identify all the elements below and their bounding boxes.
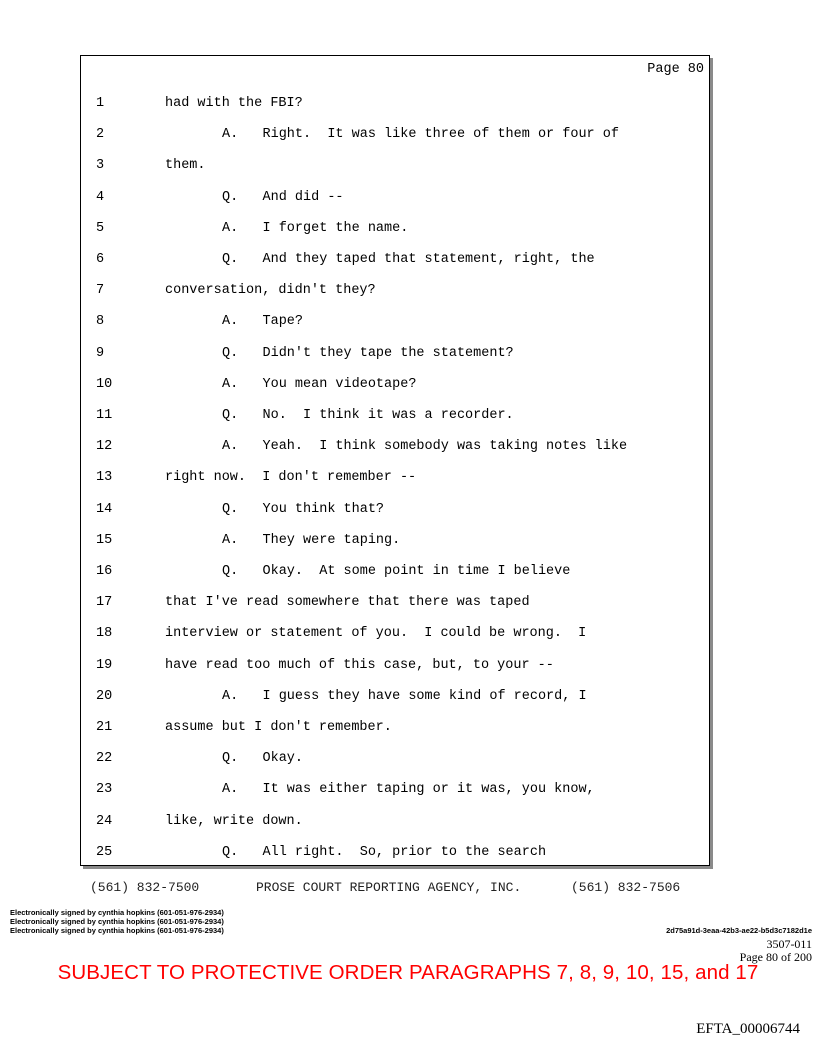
transcript-line <box>0 780 816 800</box>
line-text: A. Right. It was like three of them or four of <box>222 127 619 143</box>
line-text: Q. And did -- <box>222 189 344 205</box>
line-text: them. <box>165 158 206 174</box>
transcript-line <box>0 250 816 270</box>
line-number: 10 <box>96 376 113 392</box>
line-number: 4 <box>96 189 105 205</box>
transcript-line <box>0 593 816 613</box>
line-text: Q. And they taped that statement, right, the <box>222 252 595 267</box>
line-text: have read too much of this case, but, to your -- <box>165 657 554 673</box>
protective-order-notice: SUBJECT TO PROTECTIVE ORDER PARAGRAPHS 7, 8, 9, 10, 15, and 17 <box>57 961 759 984</box>
line-text: had with the FBI? <box>165 96 303 111</box>
transcript-line <box>0 687 816 707</box>
line-number: 25 <box>96 844 113 860</box>
line-number: 9 <box>96 345 105 361</box>
line-text: A. Yeah. I think somebody was taking notes like <box>222 439 628 455</box>
line-text: A. You mean videotape? <box>222 376 417 392</box>
transcript-line <box>0 437 816 457</box>
line-number: 5 <box>96 220 105 236</box>
line-number: 7 <box>96 283 105 299</box>
transcript-line <box>0 812 816 832</box>
transcript-line <box>0 375 816 395</box>
line-text: A. I forget the name. <box>222 220 409 236</box>
line-text: Q. You think that? <box>222 501 385 517</box>
transcript-line <box>0 94 816 114</box>
line-number: 8 <box>96 314 105 330</box>
line-text: A. Tape? <box>222 314 304 330</box>
transcript-line <box>0 406 816 426</box>
line-text: A. I guess they have some kind of record, I <box>222 688 587 704</box>
document-number: 3507-011 <box>766 937 812 951</box>
transcript-line <box>0 562 816 582</box>
transcript-line <box>0 468 816 488</box>
line-number: 1 <box>96 96 105 111</box>
transcript-line <box>0 281 816 301</box>
line-number: 2 <box>96 127 105 143</box>
signature-line: Electronically signed by cynthia hopkins (601-051-976-2934) <box>10 908 224 917</box>
transcript-line <box>0 718 816 738</box>
line-text: assume but I don't remember. <box>165 720 392 735</box>
signature-line: Electronically signed by cynthia hopkins (601-051-976-2934) <box>10 926 224 935</box>
line-number: 18 <box>96 626 113 642</box>
transcript-line <box>0 624 816 644</box>
line-number: 22 <box>96 751 113 767</box>
signature-block <box>10 908 224 935</box>
transcript-line <box>0 749 816 769</box>
line-number: 21 <box>96 720 113 735</box>
transcript-line <box>0 125 816 145</box>
line-number: 3 <box>96 158 105 174</box>
transcript-line <box>0 843 816 863</box>
transcript-line <box>0 188 816 208</box>
bates-number: EFTA_00006744 <box>696 1021 800 1037</box>
line-text: interview or statement of you. I could be wrong. I <box>165 626 587 642</box>
phone-right: (561) 832-7506 <box>571 880 681 895</box>
line-text: Q. All right. So, prior to the search <box>222 844 547 860</box>
line-number: 16 <box>96 564 113 579</box>
transcript-frame <box>80 55 710 866</box>
line-text: Q. No. I think it was a recorder. <box>222 408 514 423</box>
line-text: conversation, didn't they? <box>165 283 376 299</box>
line-text: that I've read somewhere that there was taped <box>165 595 530 611</box>
line-text: Q. Okay. <box>222 751 304 767</box>
transcript-line <box>0 219 816 239</box>
line-text: Q. Didn't they tape the statement? <box>222 345 514 361</box>
line-number: 15 <box>96 532 113 548</box>
transcript-line <box>0 531 816 551</box>
line-number: 13 <box>96 470 113 486</box>
line-number: 6 <box>96 252 105 267</box>
page-of-total: Page 80 of 200 <box>739 950 812 964</box>
line-text: right now. I don't remember -- <box>165 470 417 486</box>
signature-line: Electronically signed by cynthia hopkins (601-051-976-2934) <box>10 917 224 926</box>
line-text: A. It was either taping or it was, you know, <box>222 782 595 798</box>
line-number: 20 <box>96 688 113 704</box>
page-label: Page 80 <box>647 62 704 77</box>
line-number: 23 <box>96 782 113 798</box>
line-number: 14 <box>96 501 113 517</box>
line-number: 12 <box>96 439 113 455</box>
transcript-line <box>0 156 816 176</box>
transcript-line <box>0 344 816 364</box>
line-number: 19 <box>96 657 113 673</box>
transcript-line <box>0 500 816 520</box>
document-hash: 2d75a91d-3eaa-42b3-ae22-b5d3c7182d1e <box>666 926 812 935</box>
line-text: Q. Okay. At some point in time I believe <box>222 564 571 579</box>
transcript-line <box>0 312 816 332</box>
line-text: A. They were taping. <box>222 532 401 548</box>
line-number: 24 <box>96 813 113 829</box>
agency-name: PROSE COURT REPORTING AGENCY, INC. <box>256 880 522 895</box>
line-number: 17 <box>96 595 113 611</box>
line-number: 11 <box>96 408 113 423</box>
transcript-line <box>0 656 816 676</box>
phone-left: (561) 832-7500 <box>90 880 200 895</box>
line-text: like, write down. <box>165 813 303 829</box>
